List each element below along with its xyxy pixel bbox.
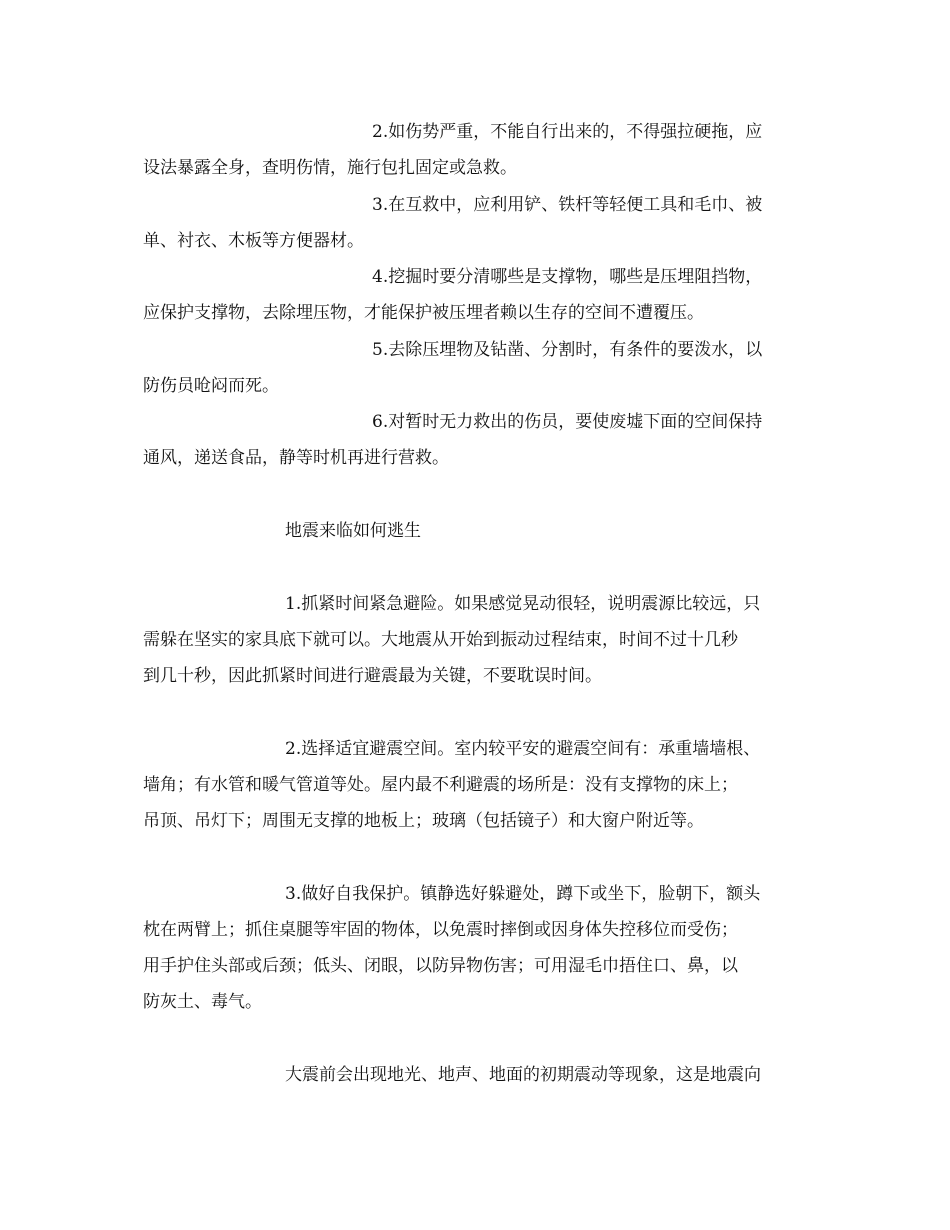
rescue-item-3-line-2: 单、衬衣、木板等方便器材。 [143,231,364,251]
rescue-item-4-line-1: 4.挖掘时要分清哪些是支撑物，哪些是压埋阻挡物， [372,267,763,287]
escape-item-3-line-2: 枕在两臂上；抓住桌腿等牢固的物体，以免震时摔倒或因身体失控移位而受伤； [143,920,738,940]
escape-item-3-line-4: 防灰土、毒气。 [143,992,262,1012]
section-heading: 地震来临如何逃生 [285,521,421,541]
rescue-item-6-line-2: 通风，递送食品，静等时机再进行营救。 [143,448,449,468]
escape-item-2-line-3: 吊顶、吊灯下；周围无支撑的地板上；玻璃（包括镜子）和大窗户附近等。 [143,811,704,831]
rescue-item-4-line-2: 应保护支撑物，去除埋压物，才能保护被压埋者赖以生存的空间不遭覆压。 [143,303,704,323]
escape-item-3-line-1: 3.做好自我保护。镇静选好躲避处，蹲下或坐下，脸朝下，额头 [285,884,761,904]
rescue-item-5-line-2: 防伤员呛闷而死。 [143,376,279,396]
rescue-item-2-line-2: 设法暴露全身，查明伤情，施行包扎固定或急救。 [143,158,517,178]
escape-item-1-line-1: 1.抓紧时间紧急避险。如果感觉晃动很轻，说明震源比较远，只 [285,594,761,614]
escape-item-3-line-3: 用手护住头部或后颈；低头、闭眼，以防异物伤害；可用湿毛巾捂住口、鼻，以 [143,956,738,976]
rescue-item-6-line-1: 6.对暂时无力救出的伤员，要使废墟下面的空间保持 [372,412,763,432]
rescue-item-2-line-1: 2.如伤势严重，不能自行出来的，不得强拉硬拖，应 [372,122,763,142]
rescue-item-5-line-1: 5.去除压埋物及钻凿、分割时，有条件的要泼水，以 [372,340,763,360]
closing-paragraph-line-1: 大震前会出现地光、地声、地面的初期震动等现象，这是地震向 [285,1065,761,1085]
escape-item-2-line-2: 墙角；有水管和暖气管道等处。屋内最不利避震的场所是：没有支撑物的床上； [143,775,738,795]
escape-item-2-line-1: 2.选择适宜避震空间。室内较平安的避震空间有：承重墙墙根、 [285,739,761,759]
escape-item-1-line-2: 需躲在坚实的家具底下就可以。大地震从开始到振动过程结束，时间不过十几秒 [143,630,738,650]
escape-item-1-line-3: 到几十秒，因此抓紧时间进行避震最为关键，不要耽误时间。 [143,666,602,686]
rescue-item-3-line-1: 3.在互救中，应利用铲、铁杆等轻便工具和毛巾、被 [372,195,763,215]
